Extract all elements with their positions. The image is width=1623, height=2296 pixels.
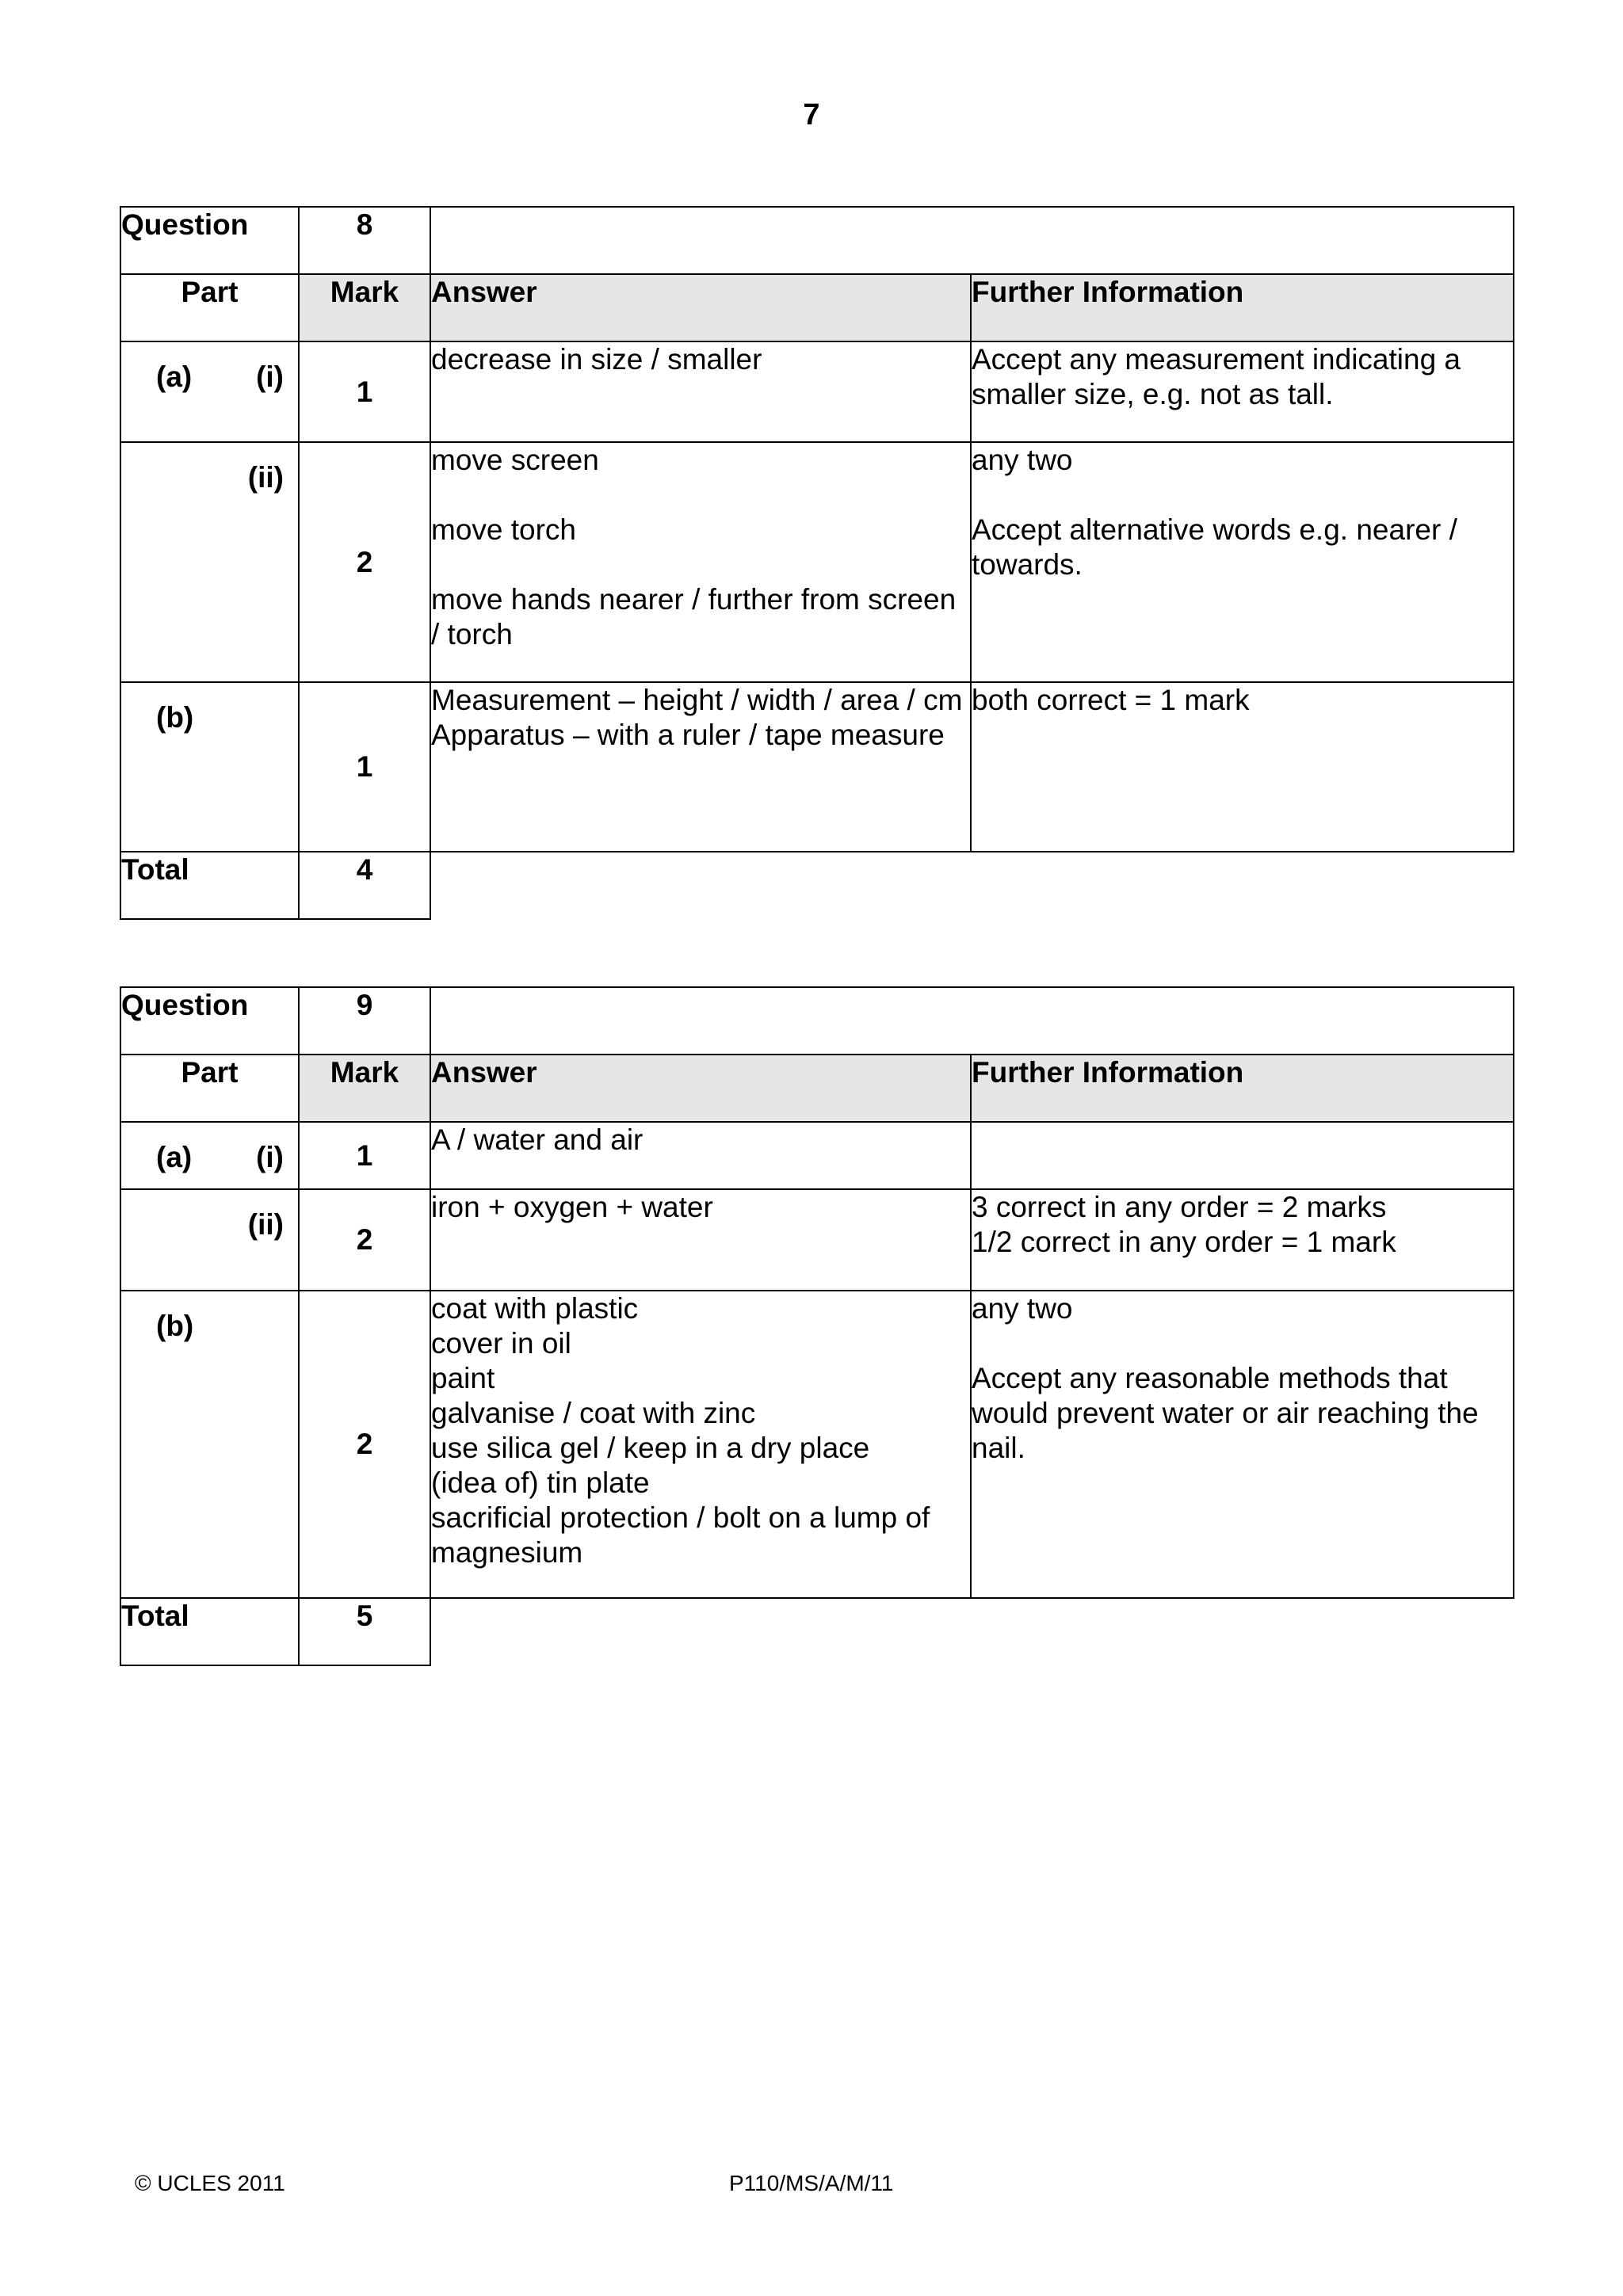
text-line: coat with plastic (431, 1292, 639, 1325)
question-8-table (120, 206, 1514, 920)
text-line: Measurement – height / width / area / cm (431, 684, 963, 716)
info-header: Further Information (971, 1055, 1514, 1122)
mark-cell: 2 (299, 1291, 430, 1598)
table-row (120, 341, 1514, 442)
question-row-blank (430, 207, 1514, 274)
part-cell (120, 341, 299, 442)
line-gap (972, 1326, 1513, 1361)
text-line: 1/2 correct in any order = 1 mark (972, 1226, 1396, 1258)
info-cell (971, 1189, 1514, 1291)
total-row-blank (430, 852, 1514, 919)
part-header: Part (120, 1055, 299, 1122)
total-label: Total (120, 852, 299, 919)
text-line: move hands nearer / further from screen / torch (431, 583, 957, 650)
part-cell (120, 682, 299, 852)
line-gap (431, 478, 970, 513)
part-letter: (a) (156, 1141, 193, 1173)
text-line: Accept any reasonable methods that would prevent water or air reaching the nail. (972, 1362, 1479, 1464)
part-roman: (ii) (247, 1208, 284, 1241)
total-row-blank (430, 1598, 1514, 1665)
question-row (120, 987, 1514, 1055)
answer-cell (430, 1291, 971, 1598)
text-line: paint (431, 1362, 495, 1394)
table-row (120, 1189, 1514, 1291)
table-row (120, 1122, 1514, 1189)
part-letter: (b) (156, 701, 194, 734)
answer-cell (430, 1122, 971, 1189)
page-number: 7 (803, 98, 820, 132)
mark-cell: 2 (299, 442, 430, 682)
total-value: 4 (299, 852, 430, 919)
part-cell (120, 442, 299, 682)
question-row-blank (430, 987, 1514, 1055)
footer-code: P110/MS/A/M/11 (729, 2171, 894, 2195)
text-line: sacrificial protection / bolt on a lump of magnesium (431, 1501, 930, 1569)
total-label: Total (120, 1598, 299, 1665)
info-cell (971, 442, 1514, 682)
table-row (120, 682, 1514, 852)
info-cell (971, 341, 1514, 442)
mark-cell: 1 (299, 1122, 430, 1189)
text-line: cover in oil (431, 1327, 571, 1360)
answer-cell (430, 442, 971, 682)
table-row (120, 1291, 1514, 1598)
part-header: Part (120, 274, 299, 341)
line-gap (431, 547, 970, 582)
part-roman: (i) (256, 360, 284, 393)
answer-header: Answer (430, 274, 971, 341)
info-cell (971, 1122, 1514, 1189)
mark-header: Mark (299, 274, 430, 341)
info-cell (971, 682, 1514, 852)
part-cell (120, 1189, 299, 1291)
part-letter: (a) (156, 360, 193, 393)
mark-header: Mark (299, 1055, 430, 1122)
text-line: Accept alternative words e.g. nearer / towards. (972, 513, 1457, 581)
text-line: (idea of) tin plate (431, 1466, 650, 1499)
answer-cell (430, 341, 971, 442)
mark-cell: 1 (299, 341, 430, 442)
text-line: any two (972, 444, 1073, 476)
text-line: move torch (431, 513, 577, 546)
text-line: both correct = 1 mark (972, 684, 1250, 716)
answer-header: Answer (430, 1055, 971, 1122)
text-line: 3 correct in any order = 2 marks (972, 1191, 1387, 1223)
line-gap (972, 478, 1513, 513)
text-line: Apparatus – with a ruler / tape measure (431, 719, 945, 751)
question-label: Question (120, 987, 299, 1055)
total-value: 5 (299, 1598, 430, 1665)
answer-cell (430, 1189, 971, 1291)
part-cell (120, 1291, 299, 1598)
mark-cell: 1 (299, 682, 430, 852)
question-label: Question (120, 207, 299, 274)
info-header: Further Information (971, 274, 1514, 341)
total-row (120, 852, 1514, 919)
info-cell (971, 1291, 1514, 1598)
text-line: decrease in size / smaller (431, 343, 762, 376)
question-9-table (120, 986, 1514, 1666)
text-line: Accept any measurement indicating a smaller size, e.g. not as tall. (972, 343, 1461, 410)
question-number: 9 (299, 987, 430, 1055)
part-roman: (i) (256, 1141, 284, 1173)
part-roman: (ii) (247, 461, 284, 494)
part-cell (120, 1122, 299, 1189)
text-line: any two (972, 1292, 1073, 1325)
part-letter: (b) (156, 1310, 194, 1342)
footer-copyright: © UCLES 2011 (135, 2171, 285, 2195)
header-row (120, 1055, 1514, 1122)
total-row (120, 1598, 1514, 1665)
text-line: galvanise / coat with zinc (431, 1397, 756, 1429)
text-line: use silica gel / keep in a dry place (431, 1432, 870, 1464)
text-line: A / water and air (431, 1123, 643, 1156)
text-line: move screen (431, 444, 599, 476)
text-line: iron + oxygen + water (431, 1191, 713, 1223)
mark-cell: 2 (299, 1189, 430, 1291)
question-number: 8 (299, 207, 430, 274)
table-row (120, 442, 1514, 682)
question-row (120, 207, 1514, 274)
header-row (120, 274, 1514, 341)
answer-cell (430, 682, 971, 852)
